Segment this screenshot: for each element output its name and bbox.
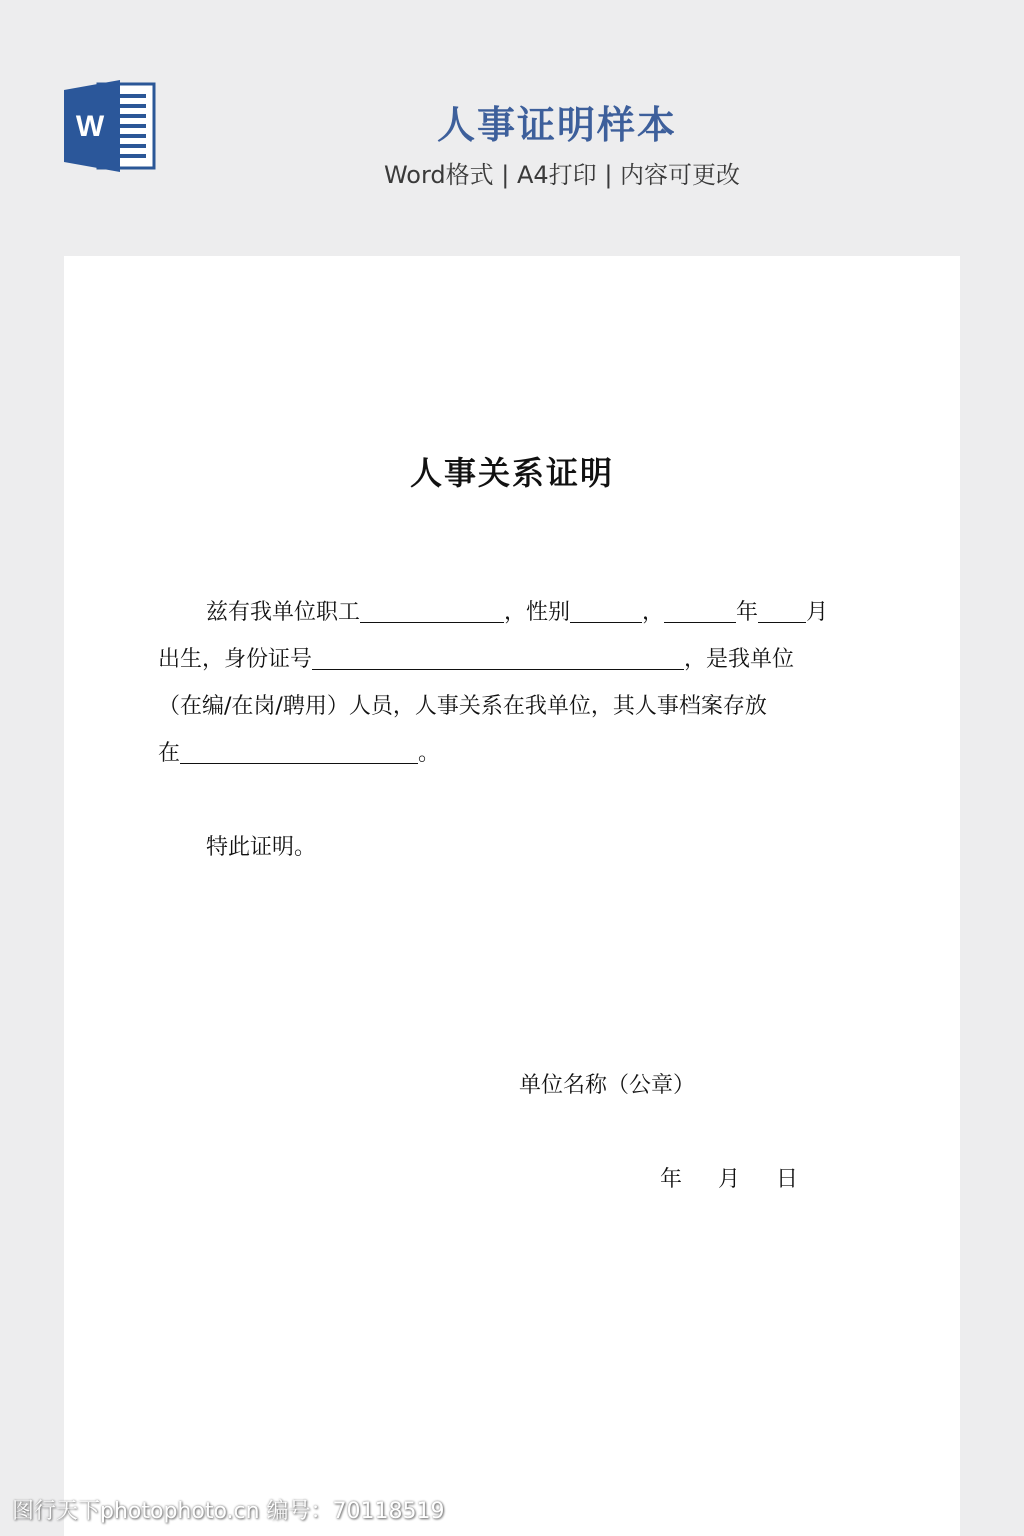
body-line-1	[206, 598, 828, 628]
text-our-unit: ，是我单位	[684, 647, 795, 672]
signature-date	[660, 1162, 834, 1193]
text-employee-label: 兹有我单位职工	[206, 600, 361, 625]
word-icon-letter: W	[75, 110, 105, 143]
text-gender-label: ，性别	[504, 600, 571, 625]
text-period: 。	[418, 741, 441, 766]
text-comma: ，	[642, 600, 665, 625]
blank-archive-location	[180, 741, 418, 764]
date-day: 日	[776, 1167, 799, 1192]
blank-birth-month	[758, 600, 806, 623]
date-month: 月	[718, 1167, 741, 1192]
closing-text: 特此证明。	[206, 835, 317, 860]
page-title: 人事证明样本	[436, 103, 677, 147]
body-line-2	[158, 645, 794, 675]
text-year: 年	[736, 600, 759, 625]
document-page	[64, 256, 960, 1536]
text-id-label: 出生，身份证号	[158, 647, 313, 672]
document-title: 人事关系证明	[409, 454, 614, 492]
blank-id-number	[312, 647, 684, 670]
text-month: 月	[806, 600, 829, 625]
signature-unit: 单位名称（公章）	[519, 1073, 696, 1098]
page-subtitle: Word格式 | A4打印 | 内容可更改	[383, 161, 741, 189]
blank-employee-name	[360, 600, 504, 623]
watermark: 图行天下photophoto.cn 编号：70118519	[12, 1499, 445, 1524]
date-year: 年	[660, 1167, 683, 1192]
blank-birth-year	[664, 600, 736, 623]
body-line-4	[158, 739, 440, 769]
blank-gender	[570, 600, 642, 623]
text-at: 在	[158, 741, 181, 766]
body-line-3: （在编/在岗/聘用）人员，人事关系在我单位，其人事档案存放	[158, 694, 767, 719]
